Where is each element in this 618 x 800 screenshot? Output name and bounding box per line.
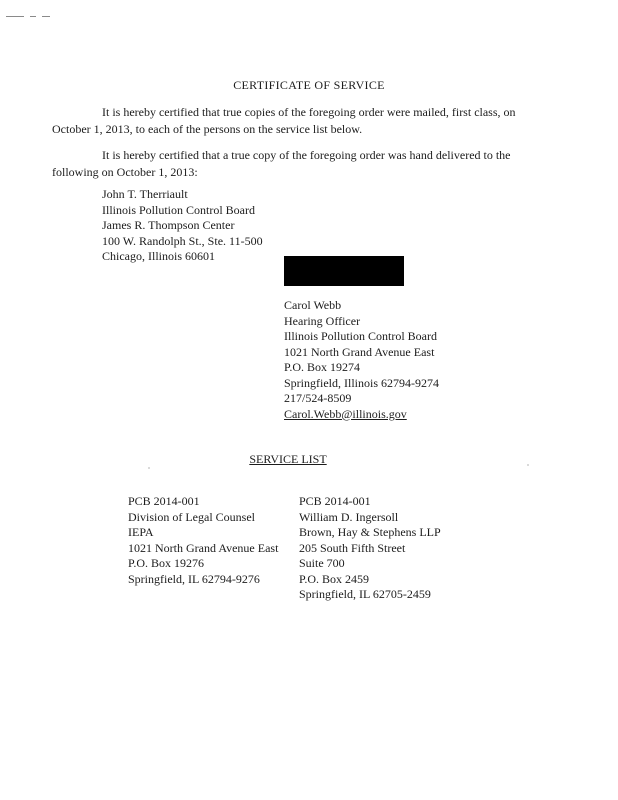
addressee-name: John T. Therriault — [102, 187, 188, 201]
officer-phone: 217/524-8509 — [284, 391, 352, 405]
hand-delivery-certification-paragraph: It is hereby certified that a true copy of the foregoing order was hand delivered to the following on October 1, 2013: — [52, 148, 511, 179]
scan-speck — [527, 464, 529, 466]
service-entry-line: IEPA — [128, 525, 154, 539]
officer-city: Springfield, Illinois 62794-9274 — [284, 375, 439, 390]
service-entry-line: 205 South Fifth Street — [299, 540, 406, 555]
service-list-entry-ingersoll — [299, 494, 441, 603]
service-entry-line: 1021 North Grand Avenue East — [128, 540, 279, 555]
officer-title: Hearing Officer — [284, 313, 361, 328]
officer-street: 1021 North Grand Avenue East — [284, 344, 435, 359]
service-entry-line: P.O. Box 2459 — [299, 571, 370, 586]
service-entry-line: Suite 700 — [299, 556, 345, 570]
service-list-title: SERVICE LIST — [249, 452, 327, 466]
officer-name: Carol Webb — [284, 298, 342, 312]
addressee-city: Chicago, Illinois 60601 — [102, 249, 215, 263]
certificate-title: CERTIFICATE OF SERVICE — [233, 78, 385, 92]
officer-po-box: P.O. Box 19274 — [284, 360, 361, 374]
service-entry-line: P.O. Box 19276 — [128, 556, 205, 570]
officer-email-link[interactable]: Carol.Webb@illinois.gov — [284, 406, 407, 421]
service-entry-line: Springfield, IL 62705-2459 — [299, 587, 431, 601]
service-entry-line: William D. Ingersoll — [299, 509, 399, 524]
addressee-street: 100 W. Randolph St., Ste. 11-500 — [102, 233, 263, 248]
scan-artifact — [6, 12, 52, 22]
mailed-certification-paragraph: It is hereby certified that true copies of the foregoing order were mailed, first class, on October 1, 2013, to each of the persons on the service list below. — [52, 105, 516, 136]
scan-speck — [148, 467, 150, 469]
service-entry-line: Division of Legal Counsel — [128, 509, 255, 524]
service-entry-line: PCB 2014-001 — [128, 494, 200, 508]
service-entry-line: PCB 2014-001 — [299, 494, 371, 508]
service-list-entry-iepa — [128, 494, 278, 587]
service-entry-line: Brown, Hay & Stephens LLP — [299, 525, 441, 539]
hearing-officer-block — [284, 298, 439, 422]
officer-organization: Illinois Pollution Control Board — [284, 329, 438, 343]
addressee-block — [102, 187, 263, 265]
addressee-building: James R. Thompson Center — [102, 218, 235, 232]
addressee-organization: Illinois Pollution Control Board — [102, 202, 256, 217]
service-entry-line: Springfield, IL 62794-9276 — [128, 571, 260, 586]
redacted-signature — [284, 256, 404, 286]
